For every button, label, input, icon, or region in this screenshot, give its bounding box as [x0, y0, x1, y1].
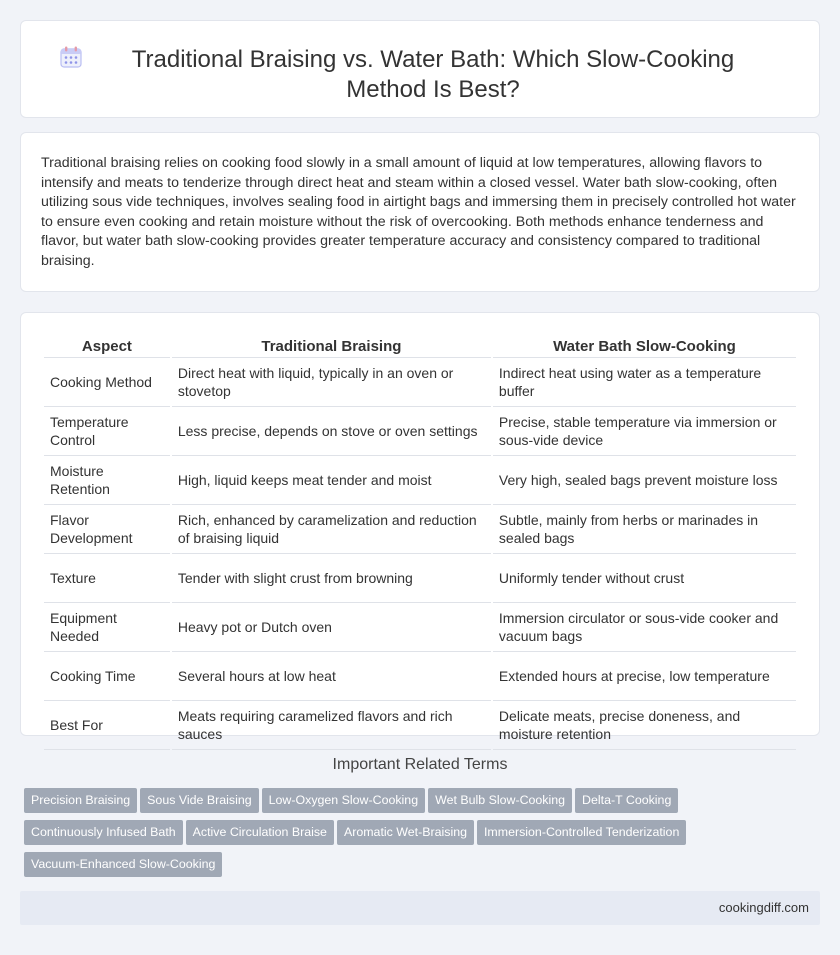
- table-row: [44, 603, 796, 652]
- header-aspect: Aspect: [44, 334, 170, 358]
- related-term-tag[interactable]: Continuously Infused Bath: [24, 820, 183, 845]
- table-row: [44, 554, 796, 603]
- row-braising: Direct heat with liquid, typically in an oven or stovetop: [172, 358, 491, 407]
- row-braising: High, liquid keeps meat tender and moist: [172, 456, 491, 505]
- row-braising: Heavy pot or Dutch oven: [172, 603, 491, 652]
- row-aspect: Cooking Method: [44, 358, 170, 407]
- row-water-bath: Uniformly tender without crust: [493, 554, 796, 603]
- table-row: [44, 701, 796, 750]
- related-term-tag[interactable]: Delta-T Cooking: [575, 788, 678, 813]
- related-term-tag[interactable]: Precision Braising: [24, 788, 137, 813]
- related-terms-title: Important Related Terms: [332, 756, 508, 773]
- title-card: [20, 20, 820, 118]
- header-water-bath: Water Bath Slow-Cooking: [493, 334, 796, 358]
- table-row: [44, 505, 796, 554]
- intro-card: [20, 132, 820, 292]
- table-header-row: [44, 334, 796, 358]
- row-aspect: Flavor Development: [44, 505, 170, 554]
- row-water-bath: Extended hours at precise, low temperature: [493, 652, 796, 701]
- row-aspect: Cooking Time: [44, 652, 170, 701]
- related-term-tag[interactable]: Sous Vide Braising: [140, 788, 258, 813]
- row-water-bath: Immersion circulator or sous-vide cooker and vacuum bags: [493, 603, 796, 652]
- row-braising: Rich, enhanced by caramelization and reduction of braising liquid: [172, 505, 491, 554]
- intro-paragraph: Traditional braising relies on cooking food slowly in a small amount of liquid at low temperatures, allowing flavors to intensify and meats to tenderize through direct heat and steam within a closed vessel. Water bath slow-cooking, often utilizing sous vide techniques, involves sealing food in airtight bags and immersing them in precisely controlled hot water to ensure even cooking and retain moisture without the risk of overcooking. Both methods enhance tenderness and flavor, but water bath slow-cooking provides greater temperature accuracy and consistency compared to traditional braising.: [41, 155, 796, 269]
- footer-site-link[interactable]: cookingdiff.com: [718, 900, 809, 915]
- row-aspect: Equipment Needed: [44, 603, 170, 652]
- row-aspect: Moisture Retention: [44, 456, 170, 505]
- row-water-bath: Precise, stable temperature via immersion or sous-vide device: [493, 407, 796, 456]
- row-water-bath: Subtle, mainly from herbs or marinades in sealed bags: [493, 505, 796, 554]
- table-row: [44, 407, 796, 456]
- row-water-bath: Indirect heat using water as a temperature buffer: [493, 358, 796, 407]
- related-term-tag[interactable]: Active Circulation Braise: [186, 820, 334, 845]
- related-term-tag[interactable]: Vacuum-Enhanced Slow-Cooking: [24, 852, 222, 877]
- row-aspect: Best For: [44, 701, 170, 750]
- row-aspect: Texture: [44, 554, 170, 603]
- table-row: [44, 456, 796, 505]
- row-water-bath: Delicate meats, precise doneness, and moisture retention: [493, 701, 796, 750]
- row-aspect: Temperature Control: [44, 407, 170, 456]
- page-title: Traditional Braising vs. Water Bath: Which Slow-Cooking Method Is Best?: [131, 46, 735, 103]
- table-row: [44, 358, 796, 407]
- row-braising: Meats requiring caramelized flavors and rich sauces: [172, 701, 491, 750]
- title-wrap: [21, 45, 819, 105]
- footer: [20, 891, 820, 925]
- related-terms-list: [24, 788, 724, 884]
- header-traditional-braising: Traditional Braising: [172, 334, 491, 358]
- row-braising: Tender with slight crust from browning: [172, 554, 491, 603]
- related-term-tag[interactable]: Aromatic Wet-Braising: [337, 820, 474, 845]
- related-term-tag[interactable]: Low-Oxygen Slow-Cooking: [262, 788, 425, 813]
- row-braising: Several hours at low heat: [172, 652, 491, 701]
- row-braising: Less precise, depends on stove or oven settings: [172, 407, 491, 456]
- related-term-tag[interactable]: Wet Bulb Slow-Cooking: [428, 788, 572, 813]
- related-term-tag[interactable]: Immersion-Controlled Tenderization: [477, 820, 686, 845]
- table-row: [44, 652, 796, 701]
- comparison-card: [20, 312, 820, 742]
- comparison-table: [42, 334, 798, 750]
- row-water-bath: Very high, sealed bags prevent moisture loss: [493, 456, 796, 505]
